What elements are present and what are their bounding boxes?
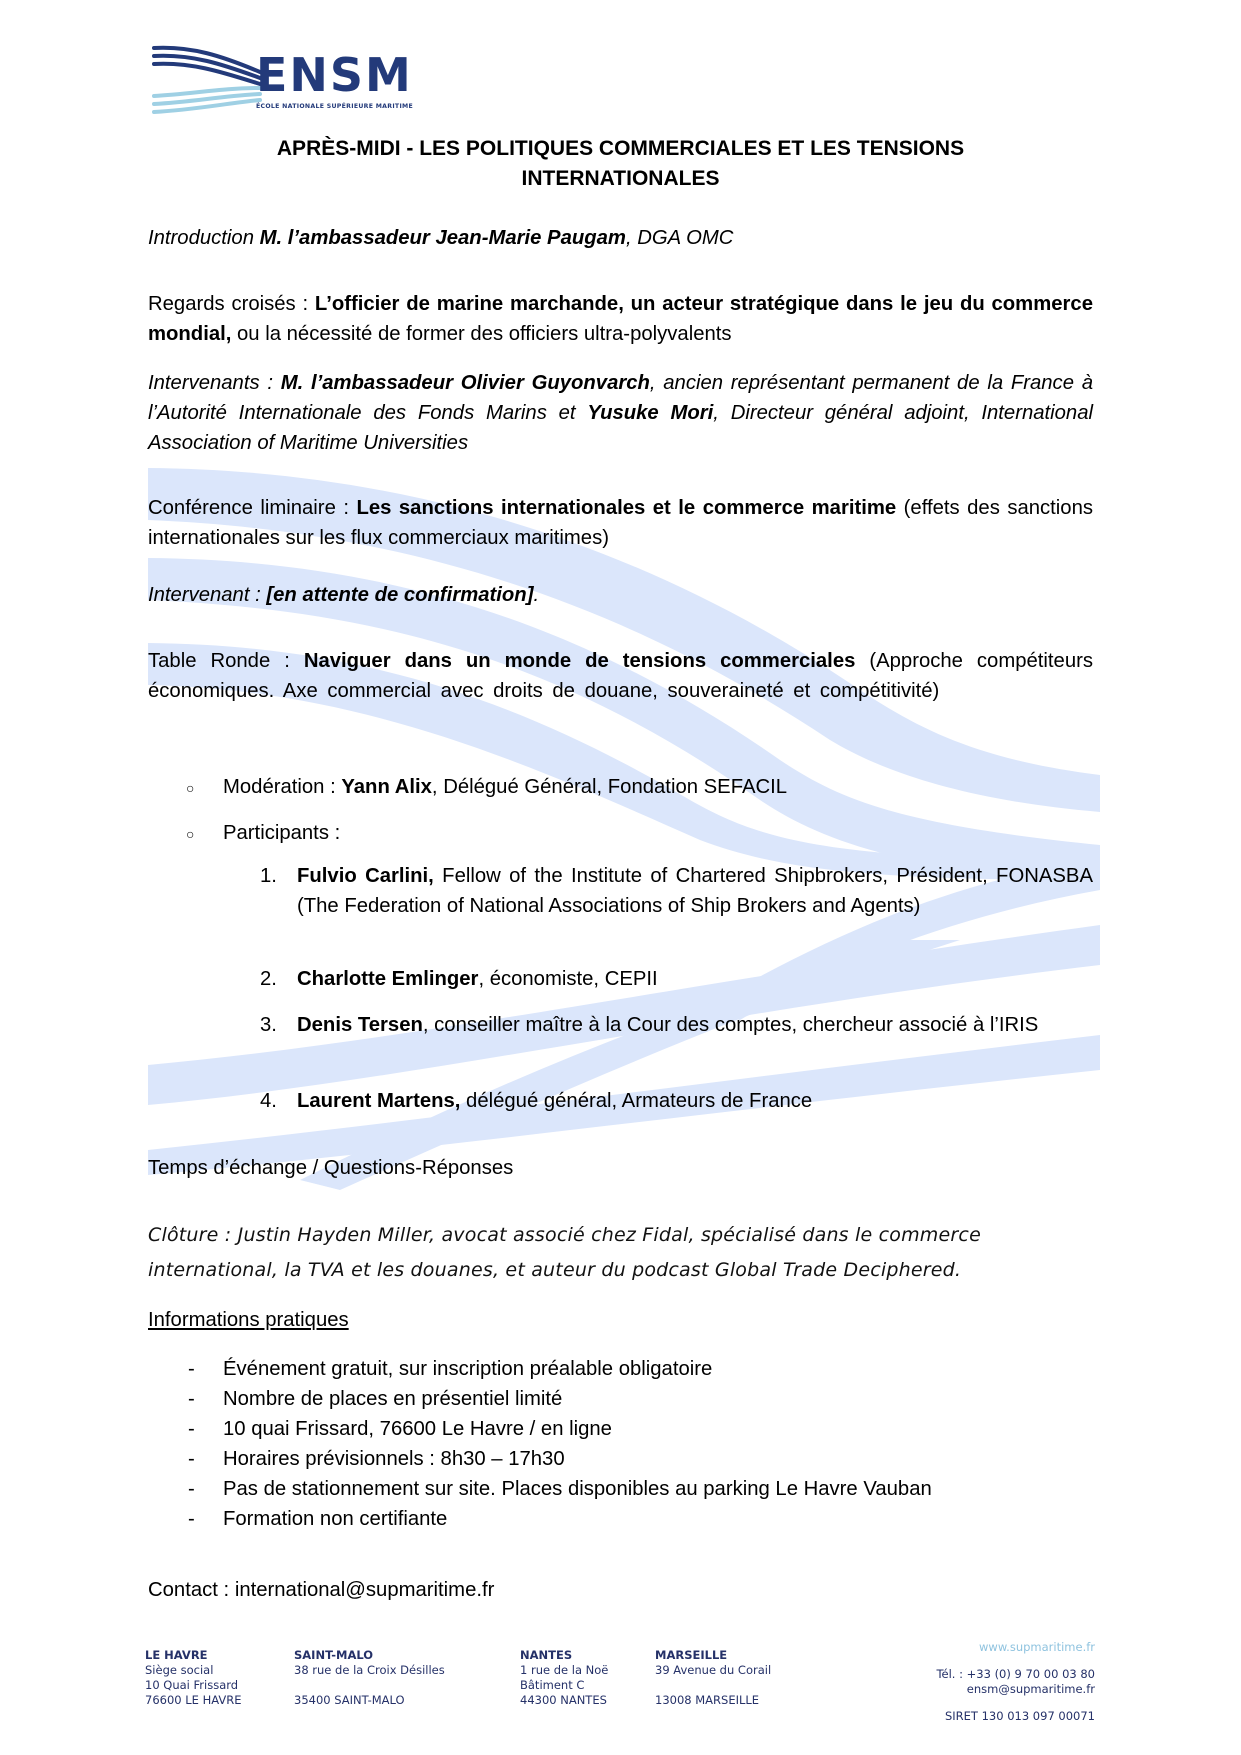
participant-item xyxy=(297,1086,1093,1116)
footer-address-line: 35400 SAINT-MALO xyxy=(294,1693,405,1707)
table-ronde-paragraph xyxy=(148,646,1093,706)
title-line-2: INTERNATIONALES xyxy=(521,167,720,190)
conference-label: Conférence liminaire : xyxy=(148,497,357,519)
footer-contact-block xyxy=(936,1640,1095,1724)
introduction-speaker: M. l’ambassadeur Jean-Marie Paugam xyxy=(259,227,626,249)
footer-phone: Tél. : +33 (0) 9 70 00 03 80 xyxy=(936,1667,1095,1681)
contact-line xyxy=(148,1575,1093,1605)
footer-address-line: 39 Avenue du Corail xyxy=(655,1663,772,1677)
footer-address-line: 44300 NANTES xyxy=(520,1693,607,1707)
moderator-role: , Délégué Général, Fondation SEFACIL xyxy=(431,776,788,798)
moderator-name: Yann Alix xyxy=(341,776,432,798)
dash-bullet-icon: - xyxy=(188,1358,195,1380)
info-item: Horaires prévisionnels : 8h30 – 17h30 xyxy=(223,1448,565,1470)
dash-bullet-icon: - xyxy=(188,1478,195,1500)
intervenant-value: [en attente de confirmation] xyxy=(266,584,534,606)
footer-email-link[interactable]: ensm@supmaritime.fr xyxy=(966,1682,1095,1696)
title-line-1: APRÈS-MIDI - LES POLITIQUES COMMERCIALES ET LES TENSIONS xyxy=(276,137,965,160)
logo-wordmark: ENSM xyxy=(256,48,413,102)
participant-item xyxy=(297,964,1093,994)
footer-site-saint-malo xyxy=(294,1648,445,1708)
conference-paragraph xyxy=(148,493,1093,553)
intervenant-paragraph xyxy=(148,580,1093,610)
dash-bullet-icon: - xyxy=(188,1448,195,1470)
cloture-paragraph: Clôture : Justin Hayden Miller, avocat associé chez Fidal, spécialisé dans le commerce international, la TVA et les douanes, et auteur du podcast Global Trade Deciphered. xyxy=(148,1224,981,1281)
circle-bullet-icon: ○ xyxy=(186,780,195,796)
moderation-label: Modération : xyxy=(223,776,342,798)
regards-label: Regards croisés : xyxy=(148,293,315,315)
introduction-label: Introduction xyxy=(148,227,260,249)
footer-city: MARSEILLE xyxy=(655,1648,728,1662)
table-ronde-topic: Naviguer dans un monde de tensions commerciales xyxy=(303,650,856,672)
footer-website-link[interactable]: www.supmaritime.fr xyxy=(979,1640,1095,1654)
participant-role: , conseiller maître à la Cour des comptes, chercheur associé à l’IRIS xyxy=(422,1014,1039,1036)
footer-site-le-havre xyxy=(145,1648,241,1708)
footer-siret: SIRET 130 013 097 00071 xyxy=(944,1709,1095,1723)
participant-item xyxy=(297,1010,1093,1040)
participant-role: , économiste, CEPII xyxy=(478,968,658,990)
participant-number: 1. xyxy=(260,865,277,887)
dash-bullet-icon: - xyxy=(188,1388,195,1410)
intervenant-suffix: . xyxy=(533,584,540,606)
intervenants-paragraph xyxy=(148,368,1093,458)
qa-line: Temps d’échange / Questions-Réponses xyxy=(148,1157,514,1179)
introduction-paragraph xyxy=(148,223,1093,253)
footer-city: SAINT-MALO xyxy=(294,1648,374,1662)
page-title xyxy=(148,134,1093,194)
regards-topic: L’officier de marine marchande, un acteur stratégique dans le jeu du commerce mondial, xyxy=(148,293,1093,345)
moderation-item xyxy=(223,772,787,802)
info-item: Pas de stationnement sur site. Places disponibles au parking Le Havre Vauban xyxy=(223,1478,932,1500)
info-item: Nombre de places en présentiel limité xyxy=(223,1388,563,1410)
participant-name: Laurent Martens, xyxy=(297,1090,461,1112)
footer-address-line: 1 rue de la Noë xyxy=(520,1663,609,1677)
speaker-mori-role: , Directeur général adjoint, International Association of Maritime Universities xyxy=(148,402,1093,454)
participant-role: Fellow of the Institute of Chartered Shipbrokers, Président, FONASBA (The Federation of National Associations of Ship Brokers and Agents) xyxy=(297,865,1093,917)
introduction-role: , DGA OMC xyxy=(625,227,734,249)
speaker-guyonvarch: M. l’ambassadeur Olivier Guyonvarch xyxy=(280,372,650,394)
footer xyxy=(0,1640,1241,1750)
info-item: 10 quai Frissard, 76600 Le Havre / en ligne xyxy=(223,1418,612,1440)
regards-croises-paragraph xyxy=(148,289,1093,349)
participant-name: Fulvio Carlini, xyxy=(297,865,434,887)
speaker-mori: Yusuke Mori xyxy=(587,402,714,424)
participant-number: 2. xyxy=(260,968,277,990)
footer-address-line: Bâtiment C xyxy=(520,1678,585,1692)
info-item: Événement gratuit, sur inscription préalable obligatoire xyxy=(223,1358,713,1380)
footer-address-line xyxy=(294,1678,445,1693)
contact-email-link[interactable]: international@supmaritime.fr xyxy=(234,1579,495,1601)
intervenant-label: Intervenant : xyxy=(148,584,267,606)
participant-number: 4. xyxy=(260,1090,277,1112)
participant-item xyxy=(297,861,1093,921)
logo-subtitle: ÉCOLE NATIONALE SUPÉRIEURE MARITIME xyxy=(256,103,414,110)
participants-label: Participants : xyxy=(223,822,341,844)
footer-address-line: 10 Quai Frissard xyxy=(145,1678,239,1692)
footer-address-line: 38 rue de la Croix Désilles xyxy=(294,1663,445,1677)
logo-waves-icon xyxy=(152,42,262,114)
table-ronde-rest: (Approche compétiteurs économiques. Axe commercial avec droits de douane, souveraineté et compétitivité) xyxy=(148,650,1094,702)
conference-rest: (effets des sanctions internationales sur les flux commerciaux maritimes) xyxy=(148,497,1094,549)
footer-address-line: 13008 MARSEILLE xyxy=(655,1693,760,1707)
footer-address-line: Siège social xyxy=(145,1663,214,1677)
footer-city: LE HAVRE xyxy=(145,1648,208,1662)
conference-topic: Les sanctions internationales et le commerce maritime xyxy=(356,497,897,519)
participant-name: Denis Tersen xyxy=(297,1014,423,1036)
dash-bullet-icon: - xyxy=(188,1508,195,1530)
footer-site-nantes xyxy=(520,1648,608,1708)
info-item: Formation non certifiante xyxy=(223,1508,448,1530)
contact-label: Contact : xyxy=(148,1579,235,1601)
participant-name: Charlotte Emlinger xyxy=(297,968,479,990)
regards-rest: ou la nécessité de former des officiers ultra-polyvalents xyxy=(231,323,732,345)
participant-role: délégué général, Armateurs de France xyxy=(460,1090,813,1112)
circle-bullet-icon: ○ xyxy=(186,826,195,842)
footer-address-line xyxy=(655,1678,771,1693)
table-ronde-label: Table Ronde : xyxy=(148,650,304,672)
footer-address-line: 76600 LE HAVRE xyxy=(145,1693,242,1707)
ensm-logo xyxy=(152,42,452,114)
intervenants-label: Intervenants : xyxy=(148,372,281,394)
speaker-guyonvarch-role: , ancien représentant permanent de la France à l’Autorité Internationale des Fonds Marins et xyxy=(148,372,1093,424)
participant-number: 3. xyxy=(260,1014,277,1036)
infos-heading: Informations pratiques xyxy=(148,1309,349,1331)
dash-bullet-icon: - xyxy=(188,1418,195,1440)
footer-site-marseille xyxy=(655,1648,771,1708)
footer-city: NANTES xyxy=(520,1648,573,1662)
